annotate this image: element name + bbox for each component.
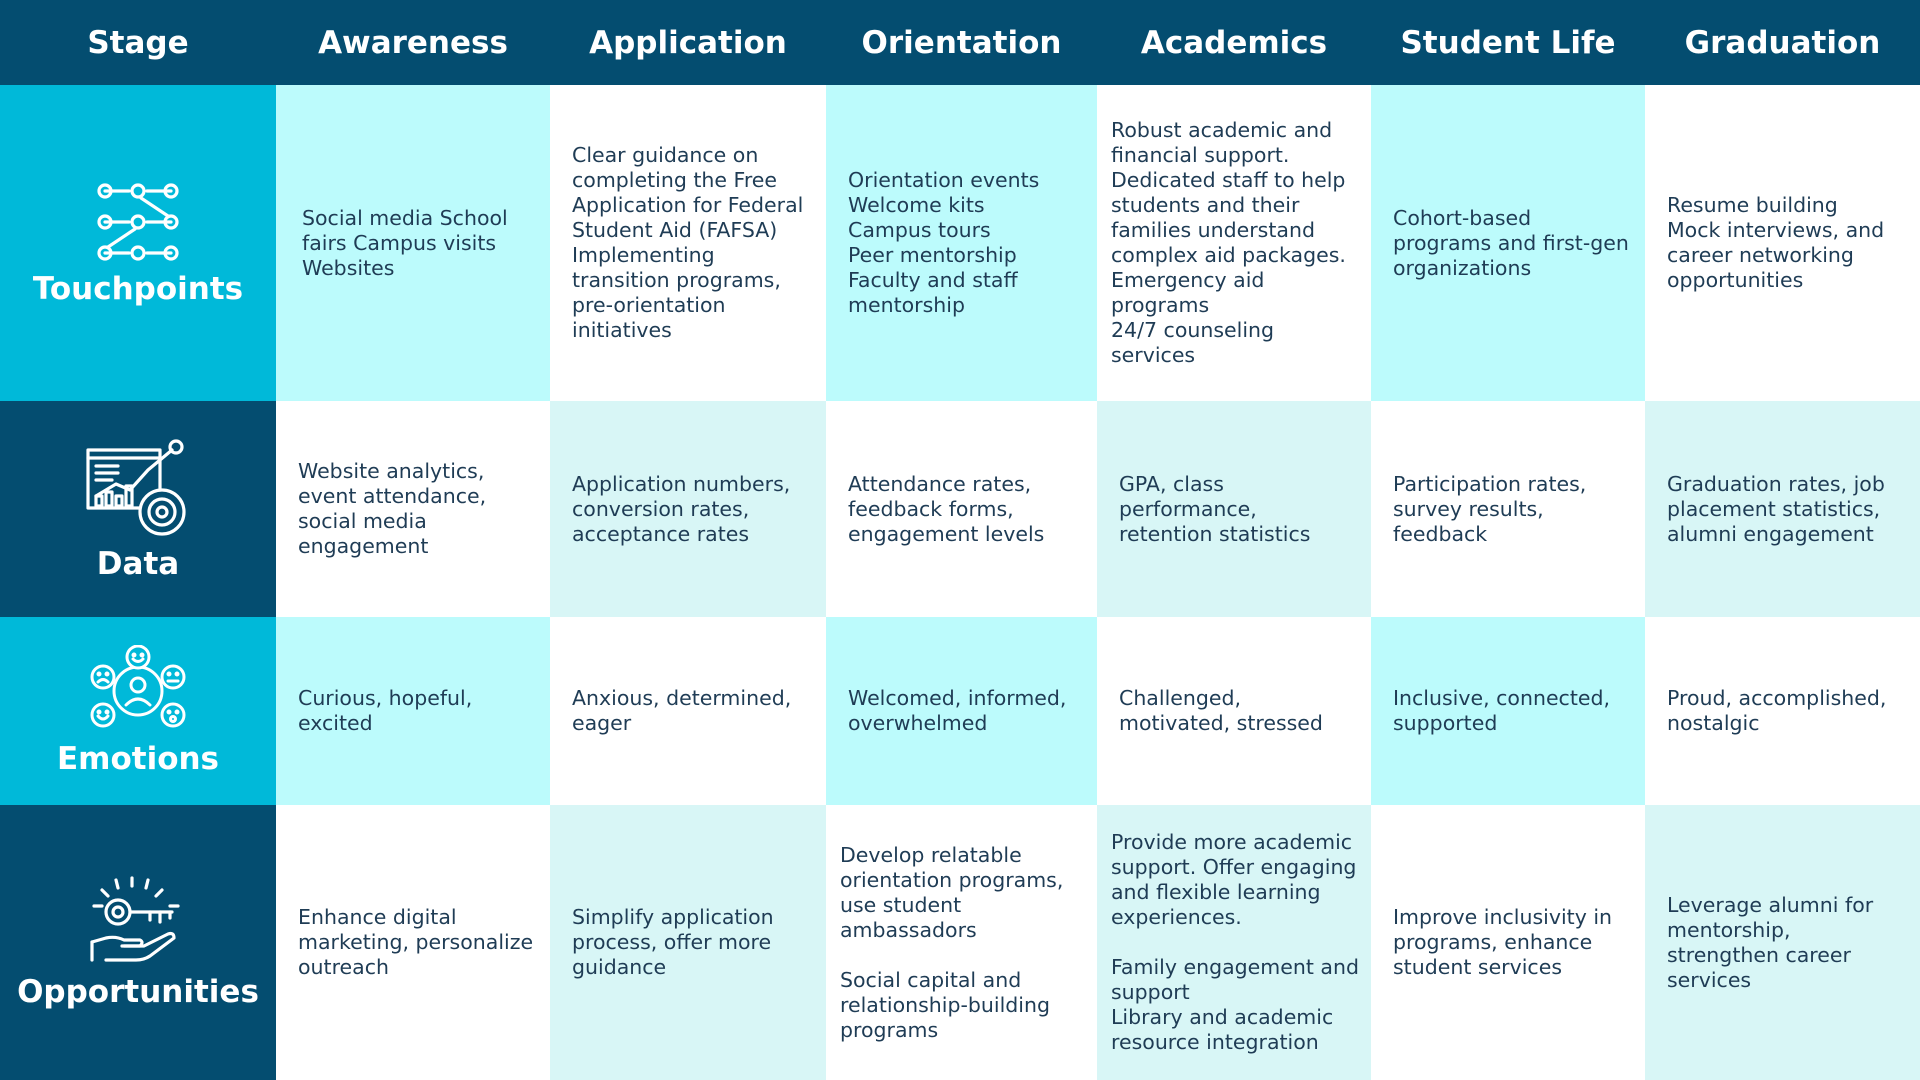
header-application: Application [550, 0, 826, 85]
cell-opportunities-academics: Provide more academic support. Offer engaging and flexible learning experiences. Family engagement and support Library and academic resource integration [1097, 805, 1371, 1080]
stage-opportunities [0, 805, 276, 1080]
header-graduation: Graduation [1645, 0, 1920, 85]
cell-touchpoints-awareness: Social media School fairs Campus visits Websites [276, 85, 550, 401]
cell-opportunities-graduation: Leverage alumni for mentorship, strengthen career services [1645, 805, 1920, 1080]
cell-data-orientation: Attendance rates, feedback forms, engagement levels [826, 401, 1097, 617]
cell-data-graduation: Graduation rates, job placement statistics, alumni engagement [1645, 401, 1920, 617]
analytics-dashboard-icon [86, 436, 190, 540]
network-nodes-icon [95, 179, 181, 265]
header-awareness: Awareness [276, 0, 550, 85]
cell-data-student-life: Participation rates, survey results, feedback [1371, 401, 1645, 617]
cell-emotions-application: Anxious, determined, eager [550, 617, 826, 805]
stage-label-data: Data [96, 546, 180, 582]
cell-emotions-awareness: Curious, hopeful, excited [276, 617, 550, 805]
stage-emotions [0, 617, 276, 805]
stage-data [0, 401, 276, 617]
stage-label-opportunities: Opportunities [17, 973, 259, 1010]
cell-data-awareness: Website analytics, event attendance, social media engagement [276, 401, 550, 617]
stage-label-emotions: Emotions [56, 741, 220, 777]
header-student-life: Student Life [1371, 0, 1645, 85]
cell-emotions-orientation: Welcomed, informed, overwhelmed [826, 617, 1097, 805]
cell-data-academics: GPA, class performance, retention statistics [1097, 401, 1371, 617]
cell-touchpoints-student-life: Cohort-based programs and first-gen organizations [1371, 85, 1645, 401]
cell-opportunities-application: Simplify application process, offer more guidance [550, 805, 826, 1080]
cell-emotions-graduation: Proud, accomplished, nostalgic [1645, 617, 1920, 805]
emotion-faces-icon [86, 645, 190, 735]
stage-label-touchpoints: Touchpoints [32, 271, 244, 307]
cell-emotions-student-life: Inclusive, connected, supported [1371, 617, 1645, 805]
cell-touchpoints-graduation: Resume building Mock interviews, and career networking opportunities [1645, 85, 1920, 401]
header-orientation: Orientation [826, 0, 1097, 85]
cell-opportunities-orientation: Develop relatable orientation programs, use student ambassadors Social capital and relationship-building programs [826, 805, 1097, 1080]
stage-touchpoints [0, 85, 276, 401]
key-in-hand-icon [86, 876, 190, 968]
header-stage: Stage [0, 0, 276, 85]
cell-data-application: Application numbers, conversion rates, acceptance rates [550, 401, 826, 617]
cell-opportunities-student-life: Improve inclusivity in programs, enhance student services [1371, 805, 1645, 1080]
cell-opportunities-awareness: Enhance digital marketing, personalize outreach [276, 805, 550, 1080]
cell-touchpoints-academics: Robust academic and financial support. Dedicated staff to help students and their families understand complex aid packages. Emergency aid programs 24/7 counseling services [1097, 85, 1371, 401]
cell-touchpoints-orientation: Orientation events Welcome kits Campus tours Peer mentorship Faculty and staff mentorship [826, 85, 1097, 401]
cell-emotions-academics: Challenged, motivated, stressed [1097, 617, 1371, 805]
header-academics: Academics [1097, 0, 1371, 85]
cell-touchpoints-application: Clear guidance on completing the Free Application for Federal Student Aid (FAFSA) Implementing transition programs, pre-orientation initiatives [550, 85, 826, 401]
